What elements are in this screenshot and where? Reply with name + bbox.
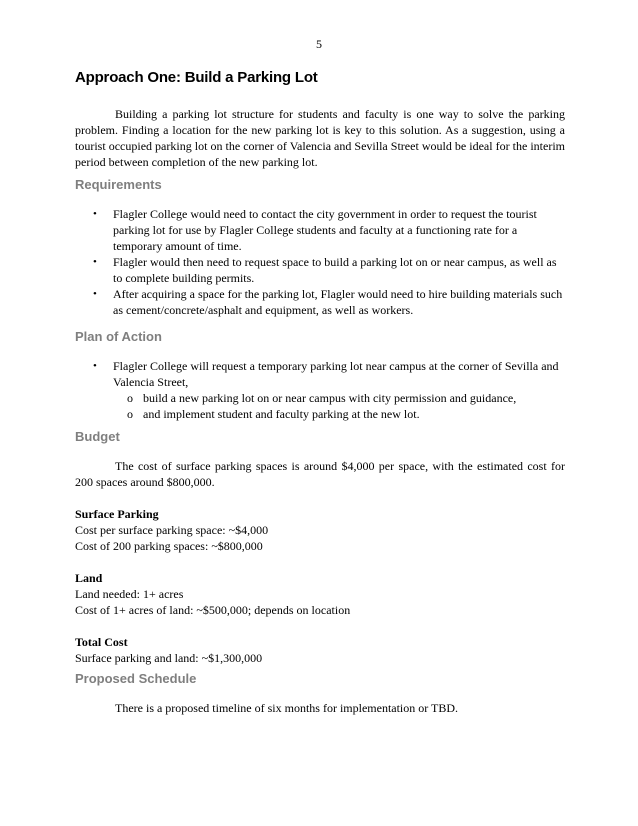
surface-parking-label: Surface Parking — [75, 507, 159, 521]
bullet-icon: • — [93, 288, 97, 300]
page-number: 5 — [316, 37, 322, 51]
list-item — [75, 254, 565, 286]
bullet-icon: • — [93, 208, 97, 220]
plan-subtext: build a new parking lot on or near campus with city permission and guidance, — [143, 391, 517, 405]
surface-parking-block — [75, 506, 565, 554]
land-line: Cost of 1+ acres of land: ~$500,000; depends on location — [75, 603, 351, 617]
budget-heading: Budget — [75, 429, 120, 444]
requirements-list — [75, 206, 565, 318]
surface-parking-line: Cost per surface parking space: ~$4,000 — [75, 523, 269, 537]
land-label: Land — [75, 571, 103, 585]
total-cost-line: Surface parking and land: ~$1,300,000 — [75, 651, 263, 665]
requirement-text: Flagler College would need to contact the city government in order to request the tourist parking lot for use by Flagler College students and faculty at a functioning rate for a temporary amount of time. — [113, 207, 537, 253]
requirement-text: Flagler would then need to request space to build a parking lot on or near campus, as well as to complete building permits. — [113, 255, 557, 285]
plan-list — [75, 358, 565, 390]
intro-paragraph: Building a parking lot structure for students and faculty is one way to solve the parking problem. Finding a location for the new parking lot is key to this solution. As a suggestion, using a tourist occupied parking lot on the corner of Valencia and Sevilla Street would be ideal for the interim period between completion of the new parking lot. — [75, 107, 565, 169]
plan-subtext: and implement student and faculty parking at the new lot. — [143, 407, 420, 421]
budget-intro: The cost of surface parking spaces is around $4,000 per space, with the estimated cost for 200 spaces around $800,000. — [75, 459, 565, 489]
list-item — [75, 390, 565, 406]
total-cost-block — [75, 634, 565, 666]
document-body — [75, 68, 565, 716]
total-cost-label: Total Cost — [75, 635, 128, 649]
plan-sublist — [75, 390, 565, 422]
bullet-icon: • — [93, 360, 97, 372]
list-item — [75, 286, 565, 318]
requirement-text: After acquiring a space for the parking lot, Flagler would need to hire building materials such as cement/concrete/asphalt and equipment, as well as workers. — [113, 287, 563, 317]
schedule-text: There is a proposed timeline of six months for implementation or TBD. — [115, 701, 459, 715]
plan-heading: Plan of Action — [75, 329, 162, 344]
surface-parking-line: Cost of 200 parking spaces: ~$800,000 — [75, 539, 263, 553]
land-block — [75, 570, 565, 618]
list-item — [75, 358, 565, 390]
list-item — [75, 206, 565, 254]
circle-bullet-icon: o — [127, 407, 133, 421]
schedule-heading: Proposed Schedule — [75, 671, 197, 686]
requirements-heading: Requirements — [75, 177, 162, 192]
list-item — [75, 406, 565, 422]
circle-bullet-icon: o — [127, 391, 133, 405]
page-title: Approach One: Build a Parking Lot — [75, 69, 318, 86]
land-line: Land needed: 1+ acres — [75, 587, 184, 601]
plan-text: Flagler College will request a temporary parking lot near campus at the corner of Sevilla and Valencia Street, — [113, 359, 559, 389]
bullet-icon: • — [93, 256, 97, 268]
